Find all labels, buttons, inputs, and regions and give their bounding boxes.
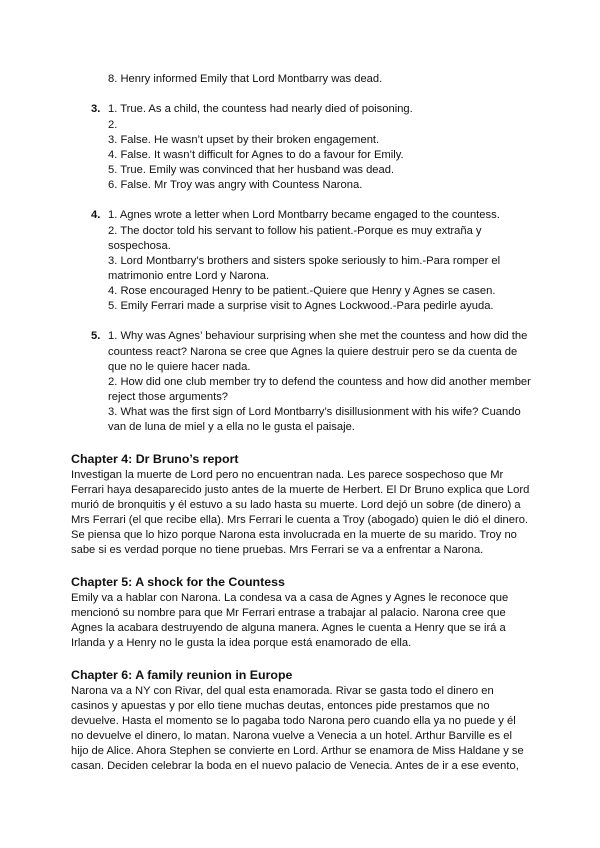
question-number-4: 4.: [91, 209, 101, 221]
q5-answer-line: 2. How did one club member try to defend the countess and how did another member: [108, 376, 531, 388]
chapter-5-text-line: Emily va a hablar con Narona. La condesa va a casa de Agnes y Agnes le reconoce que: [71, 592, 509, 604]
chapter-6-heading: Chapter 6: A family reunion in Europe: [71, 668, 293, 682]
chapter-4-text-line: Se piensa que lo hizo porque Narona esta involucrada en la muerte de su marido. Troy no: [71, 529, 517, 541]
q5-answer-line: 1. Why was Agnes’ behaviour surprising when she met the countess and how did the: [108, 330, 528, 342]
q4-answer-line: sospechosa.: [108, 240, 171, 252]
chapter-4-text-line: Mrs Ferrari (el que recibe ella). Mrs Ferrari le cuenta a Troy (abogado) quien le dió el dinero.: [71, 514, 529, 526]
q4-answer-line: 4. Rose encouraged Henry to be patient.-Quiere que Henry y Agnes se casen.: [108, 285, 496, 297]
chapter-5-text-line: mencionó su nombre para que Mr Ferrari entrase a trabajar al palacio. Narona cree que: [71, 607, 506, 619]
chapter-6-text-line: hijo de Alice. Ahora Stephen se convierte en Lord. Arthur se enamora de Miss Haldane y se: [71, 745, 524, 757]
q4-answer-line: matrimonio entre Lord y Narona.: [108, 270, 270, 282]
q4-answer-line: 5. Emily Ferrari made a surprise visit to Agnes Lockwood.-Para pedirle ayuda.: [108, 300, 494, 312]
chapter-4-text-line: murió de bronquitis y él estuvo a su lado hasta su muerte. Lord dejó un sobre (de dinero) a: [71, 499, 521, 511]
chapter-4-text-line: Investigan la muerte de Lord pero no encuentran nada. Les parece sospechoso que Mr: [71, 469, 504, 481]
question-number-5: 5.: [91, 330, 101, 342]
q3-answer-line: 1. True. As a child, the countess had nearly died of poisoning.: [108, 103, 413, 115]
chapter-6-text-line: casan. Deciden celebrar la boda en el nuevo palacio de Venecia. Antes de ir a ese evento,: [71, 760, 519, 772]
q3-answer-line: 4. False. It wasn’t difficult for Agnes to do a favour for Emily.: [108, 149, 404, 161]
q5-answer-line: countess react? Narona se cree que Agnes la quiere destruir pero se da cuenta de: [108, 346, 518, 358]
q3-answer-line: 2.: [108, 119, 118, 131]
q4-answer-line: 3. Lord Montbarry’s brothers and sisters spoke seriously to him.-Para romper el: [108, 255, 501, 267]
q3-answer-line: 3. False. He wasn’t upset by their broken engagement.: [108, 134, 380, 146]
q5-answer-line: van de luna de miel y a ella no le gusta el paisaje.: [108, 421, 355, 433]
q4-answer-line: 2. The doctor told his servant to follow his patient.-Porque es muy extraña y: [108, 225, 482, 237]
chapter-4-heading: Chapter 4: Dr Bruno’s report: [71, 452, 239, 466]
chapter-6-text-line: casinos y apuestas y por ello tiene muchas deutas, entonces pide prestamos que no: [71, 700, 490, 712]
q4-answer-line: 1. Agnes wrote a letter when Lord Montbarry became engaged to the countess.: [108, 209, 500, 221]
chapter-6-text-line: Narona va a NY con Rivar, del qual esta enamorada. Rivar se gasta todo el dinero en: [71, 685, 494, 697]
question-number-3: 3.: [91, 103, 101, 115]
chapter-4-text-line: sabe si es verdad porque no tiene pruebas. Mrs Ferrari se va a enfrentar a Narona.: [71, 544, 484, 556]
chapter-6-text-line: devuelve. Hasta el momento se lo pagaba todo Narona pero cuando ella ya no puede y él: [71, 715, 516, 727]
chapter-5-text-line: Irlanda y a Henry no le gusta la idea porque está enamorado de ella.: [71, 637, 412, 649]
chapter-5-heading: Chapter 5: A shock for the Countess: [71, 575, 285, 589]
q5-answer-line: reject those arguments?: [108, 391, 229, 403]
q3-answer-line: 5. True. Emily was convinced that her husband was dead.: [108, 164, 395, 176]
q5-answer-line: que no le quiere hacer nada.: [108, 361, 251, 373]
chapter-5-text-line: Agnes la acabara destruyendo de alguna manera. Agnes le cuenta a Henry que se irá a: [71, 622, 506, 634]
chapter-4-text-line: Ferrari haya desaparecido justo antes de la muerte de Herbert. El Dr Bruno explica que Lord: [71, 484, 530, 496]
q3-answer-line: 6. False. Mr Troy was angry with Countess Narona.: [108, 179, 363, 191]
q5-answer-line: 3. What was the first sign of Lord Montbarry’s disillusionment with his wife? Cuando: [108, 406, 521, 418]
chapter-6-text-line: no devuelve el dinero, lo matan. Narona vuelve a Venecia a un hotel. Arthur Barville es el: [71, 730, 512, 742]
q2-answer-8: 8. Henry informed Emily that Lord Montbarry was dead.: [108, 73, 383, 85]
